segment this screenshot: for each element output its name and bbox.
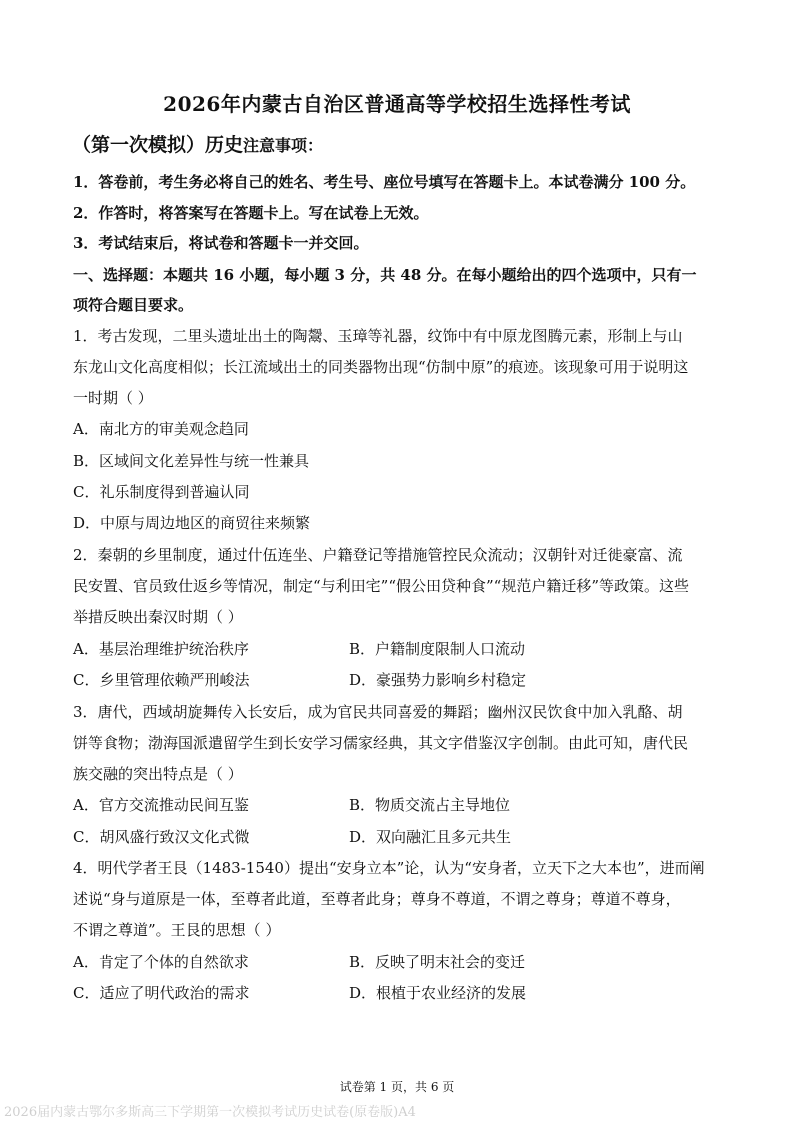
q2-option-a: A．基层治理维护统治秩序 bbox=[73, 640, 249, 658]
q3-option-c: C．胡风盛行致汉文化式微 bbox=[73, 828, 250, 846]
q2-option-d: D．豪强势力影响乡村稳定 bbox=[349, 671, 527, 689]
q3-option-d: D．双向融汇且多元共生 bbox=[349, 828, 512, 846]
q2-stem-line: 2．秦朝的乡里制度，通过什伍连坐、户籍登记等措施管控民众流动；汉朝针对迁徙豪富、流 bbox=[73, 546, 683, 564]
q3-stem-line: 族交融的突出特点是（ ） bbox=[73, 765, 243, 783]
q1-option-c: C．礼乐制度得到普遍认同 bbox=[73, 483, 250, 501]
q1-stem-line: 1．考古发现，二里头遗址出土的陶鬶、玉璋等礼器，纹饰中有中原龙图腾元素，形制上与山 bbox=[73, 327, 683, 345]
note-1: 1．答卷前，考生务必将自己的姓名、考生号、座位号填写在答题卡上。本试卷满分 100 分。 bbox=[73, 173, 696, 191]
q1-stem-line: 东龙山文化高度相似；长江流域出土的同类器物出现“仿制中原”的痕迹。该现象可用于说明这 bbox=[73, 358, 689, 376]
q3-stem-line: 饼等食物；渤海国派遣留学生到长安学习儒家经典，其文字借鉴汉字创制。由此可知，唐代民 bbox=[73, 734, 689, 752]
exam-title: 2026年内蒙古自治区普通高等学校招生选择性考试 bbox=[163, 92, 631, 116]
section-heading-line2: 项符合题目要求。 bbox=[73, 296, 194, 314]
exam-subtitle bbox=[72, 130, 323, 157]
note-3: 3．考试结束后，将试卷和答题卡一并交回。 bbox=[73, 234, 369, 252]
notice-heading: 注意事项： bbox=[243, 136, 324, 155]
q1-option-a: A．南北方的审美观念趋同 bbox=[73, 420, 249, 438]
subtitle-main: （第一次模拟）历史 bbox=[72, 134, 244, 156]
q4-stem-line: 4．明代学者王艮（1483-1540）提出“安身立本”论，认为“安身者，立天下之大本也”，进而阐 bbox=[73, 859, 705, 877]
q4-option-d: D．根植于农业经济的发展 bbox=[349, 984, 527, 1002]
q1-stem-line: 一时期（ ） bbox=[73, 389, 153, 407]
q4-option-b: B．反映了明末社会的变迁 bbox=[349, 953, 526, 971]
document-watermark: 2026届内蒙古鄂尔多斯高三下学期第一次模拟考试历史试卷(原卷版)A4 bbox=[4, 1105, 416, 1120]
q2-stem-line: 举措反映出秦汉时期（ ） bbox=[73, 608, 243, 626]
q3-stem-line: 3．唐代，西域胡旋舞传入长安后，成为官民共同喜爱的舞蹈；幽州汉民饮食中加入乳酪、胡 bbox=[73, 703, 683, 721]
q4-stem-line: 不谓之尊道”。王艮的思想（ ） bbox=[73, 921, 281, 939]
q3-option-a: A．官方交流推动民间互鉴 bbox=[73, 796, 249, 814]
q2-option-c: C．乡里管理依赖严刑峻法 bbox=[73, 671, 250, 689]
q1-option-b: B．区域间文化差异性与统一性兼具 bbox=[73, 452, 310, 470]
q3-option-b: B．物质交流占主导地位 bbox=[349, 796, 511, 814]
page-number-footer: 试卷第 1 页，共 6 页 bbox=[339, 1080, 455, 1094]
section-heading-line1: 一、选择题：本题共 16 小题，每小题 3 分，共 48 分。在每小题给出的四个选项中，只有一 bbox=[73, 266, 697, 284]
q4-option-c: C．适应了明代政治的需求 bbox=[73, 984, 250, 1002]
q4-stem-line: 述说“身与道原是一体，至尊者此道，至尊者此身；尊身不尊道，不谓之尊身；尊道不尊身， bbox=[73, 890, 681, 908]
q2-option-b: B．户籍制度限制人口流动 bbox=[349, 640, 526, 658]
q1-option-d: D．中原与周边地区的商贸往来频繁 bbox=[73, 514, 311, 532]
q4-option-a: A．肯定了个体的自然欲求 bbox=[73, 953, 249, 971]
q2-stem-line: 民安置、官员致仕返乡等情况，制定“与利田宅”“假公田贷种食”“规范户籍迁移”等政策。这些 bbox=[73, 577, 690, 595]
note-2: 2．作答时，将答案写在答题卡上。写在试卷上无效。 bbox=[73, 204, 429, 222]
